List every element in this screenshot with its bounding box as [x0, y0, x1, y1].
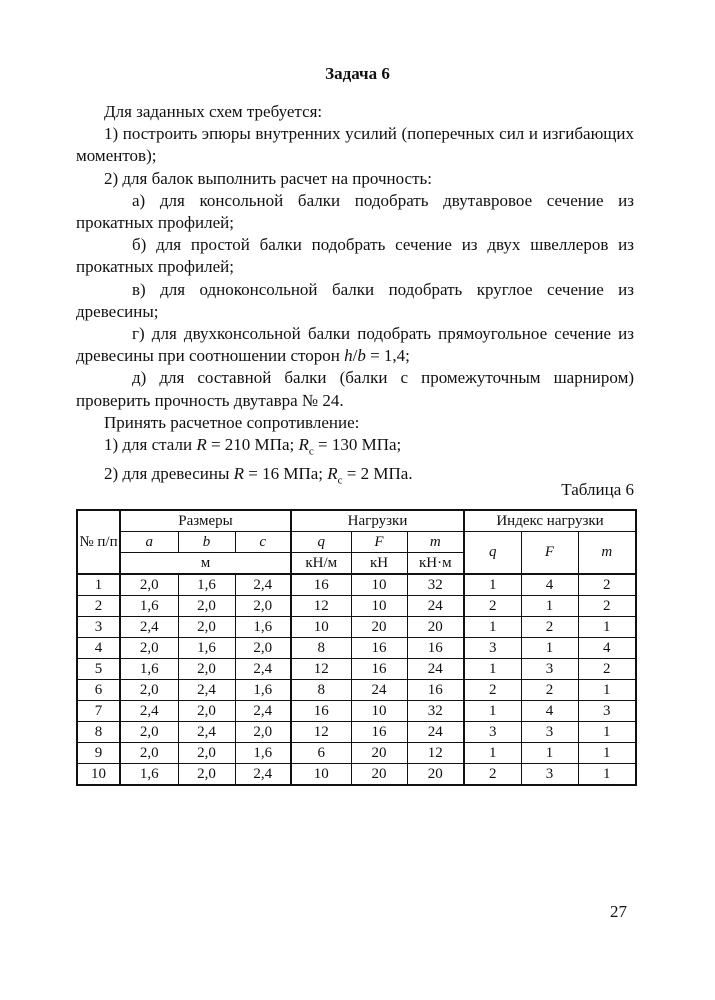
table-cell: 8	[77, 722, 120, 743]
table-cell: 10	[77, 764, 120, 786]
header-group-loads: Нагрузки	[291, 510, 464, 532]
table-cell: 2,0	[235, 638, 291, 659]
table-cell: 10	[291, 764, 351, 786]
table-cell: 3	[77, 617, 120, 638]
table-cell: 20	[351, 617, 407, 638]
header-col-q: q	[291, 532, 351, 553]
table-cell: 1	[464, 617, 521, 638]
table-cell: 20	[351, 764, 407, 786]
table-cell: 10	[291, 617, 351, 638]
table-row	[77, 617, 636, 638]
table-cell: 2	[464, 596, 521, 617]
table-cell: 1,6	[235, 743, 291, 764]
table-cell: 20	[351, 743, 407, 764]
table-cell: 16	[351, 659, 407, 680]
table-cell: 1	[77, 574, 120, 596]
task-text	[76, 101, 634, 491]
table-cell: 2,4	[235, 764, 291, 786]
table-cell: 2,4	[235, 701, 291, 722]
table-cell: 8	[291, 680, 351, 701]
table-row	[77, 659, 636, 680]
table-cell: 7	[77, 701, 120, 722]
table-cell: 2	[578, 574, 636, 596]
header-col-a: a	[120, 532, 178, 553]
table-cell: 10	[351, 574, 407, 596]
table-cell: 1	[464, 743, 521, 764]
paragraph: б) для простой балки подобрать сечение из двух швеллеров из прокатных профилей;	[76, 235, 634, 277]
table-row	[77, 701, 636, 722]
header-col-F: F	[351, 532, 407, 553]
table-cell: 2,4	[120, 617, 178, 638]
table-cell: 1	[578, 722, 636, 743]
header-unit-q: кН/м	[291, 553, 351, 575]
table-cell: 20	[407, 764, 464, 786]
table-cell: 32	[407, 701, 464, 722]
paragraph: Для заданных схем требуется:	[104, 102, 323, 121]
table-cell: 10	[351, 596, 407, 617]
table-cell: 16	[291, 574, 351, 596]
paragraph: 2) для древесины R = 16 МПа; $R_c = 2$ МПа.	[104, 463, 413, 487]
table-cell: 1	[578, 743, 636, 764]
table-cell: 2	[77, 596, 120, 617]
table-cell: 9	[77, 743, 120, 764]
table-cell: 1	[578, 680, 636, 701]
table-cell: 24	[407, 722, 464, 743]
table-cell: 3	[578, 701, 636, 722]
header-col-m: m	[407, 532, 464, 553]
table-cell: 6	[291, 743, 351, 764]
table-cell: 2	[464, 764, 521, 786]
table-cell: 2,0	[120, 743, 178, 764]
table-cell: 1,6	[178, 638, 235, 659]
table-cell: 3	[521, 722, 578, 743]
table-cell: 8	[291, 638, 351, 659]
header-index-m: m	[578, 532, 636, 575]
paragraph: а) для консольной балки подобрать двутавровое сечение из прокатных профилей;	[76, 190, 634, 233]
table-cell: 1,6	[235, 617, 291, 638]
paragraph: д) для составной балки (балки с промежуточным шарниром) проверить прочность двутавра № 24.	[76, 368, 634, 410]
table-cell: 2,0	[178, 701, 235, 722]
table-cell: 12	[291, 722, 351, 743]
paragraph: 2) для балок выполнить расчет на прочность:	[104, 168, 432, 188]
table-row	[77, 596, 636, 617]
table-cell: 4	[77, 638, 120, 659]
table-cell: 1	[464, 659, 521, 680]
header-unit-m: кН·м	[407, 553, 464, 575]
table-row	[77, 638, 636, 659]
table-cell: 2,4	[178, 680, 235, 701]
table-cell: 1	[521, 743, 578, 764]
table-cell: 4	[521, 574, 578, 596]
table-cell: 2,4	[235, 659, 291, 680]
table-row	[77, 722, 636, 743]
table-row	[77, 743, 636, 764]
table-cell: 12	[407, 743, 464, 764]
table-cell: 2,0	[178, 764, 235, 786]
table-cell: 2,4	[120, 701, 178, 722]
table-cell: 24	[407, 659, 464, 680]
table-cell: 2,0	[120, 680, 178, 701]
page-title: Задача 6	[325, 64, 390, 83]
table-cell: 1,6	[120, 659, 178, 680]
table-cell: 3	[464, 638, 521, 659]
table-row	[77, 680, 636, 701]
header-unit-sizes: м	[120, 553, 291, 575]
table-body	[77, 574, 636, 785]
table-cell: 3	[521, 659, 578, 680]
table-cell: 32	[407, 574, 464, 596]
table-cell: 16	[351, 638, 407, 659]
table-cell: 2	[521, 680, 578, 701]
header-unit-F: кН	[351, 553, 407, 575]
table-cell: 1	[464, 701, 521, 722]
header-index-q: q	[464, 532, 521, 575]
table-cell: 16	[407, 680, 464, 701]
table-cell: 16	[291, 701, 351, 722]
table-cell: 1,6	[178, 574, 235, 596]
header-col-b: b	[178, 532, 235, 553]
table-cell: 2,0	[235, 722, 291, 743]
table-cell: 20	[407, 617, 464, 638]
table-cell: 2,0	[178, 617, 235, 638]
table-cell: 2	[578, 659, 636, 680]
table-cell: 2	[521, 617, 578, 638]
table-cell: 1,6	[235, 680, 291, 701]
paragraph: Принять расчетное сопротивление:	[104, 412, 360, 432]
table-row	[77, 764, 636, 786]
table-cell: 16	[351, 722, 407, 743]
table-cell: 10	[351, 701, 407, 722]
table-cell: 2,0	[120, 574, 178, 596]
table-cell: 1,6	[120, 764, 178, 786]
table-cell: 1,6	[120, 596, 178, 617]
table-row	[77, 574, 636, 596]
table-cell: 2	[578, 596, 636, 617]
table-caption: Таблица 6	[561, 480, 634, 499]
table-cell: 1	[521, 596, 578, 617]
table-cell: 12	[291, 596, 351, 617]
table-cell: 2,0	[178, 743, 235, 764]
table-cell: 2,0	[235, 596, 291, 617]
paragraph: г) для двухконсольной балки подобрать прямоугольное сечение из древесины при соотношении сторон h/b = 1,4;	[76, 324, 634, 366]
table-cell: 1	[521, 638, 578, 659]
data-table	[76, 509, 637, 786]
header-col-c: c	[235, 532, 291, 553]
table-cell: 4	[521, 701, 578, 722]
header-index-F: F	[521, 532, 578, 575]
table-cell: 1	[464, 574, 521, 596]
table-cell: 2,4	[235, 574, 291, 596]
table-cell: 2,0	[120, 722, 178, 743]
table-cell: 24	[351, 680, 407, 701]
table-cell: 2,0	[178, 596, 235, 617]
table-cell: 3	[521, 764, 578, 786]
table-cell: 2,0	[178, 659, 235, 680]
page-number: 27	[610, 902, 627, 921]
header-number: № п/п	[77, 510, 120, 574]
table-cell: 1	[578, 764, 636, 786]
header-group-sizes: Размеры	[120, 510, 291, 532]
table-cell: 12	[291, 659, 351, 680]
table-cell: 16	[407, 638, 464, 659]
table-cell: 5	[77, 659, 120, 680]
table-cell: 2	[464, 680, 521, 701]
table-cell: 6	[77, 680, 120, 701]
table-cell: 24	[407, 596, 464, 617]
table-cell: 2,0	[120, 638, 178, 659]
header-group-index: Индекс нагрузки	[464, 510, 636, 532]
paragraph: 1) построить эпюры внутренних усилий (поперечных сил и изгибающих моментов);	[76, 124, 634, 166]
table-cell: 4	[578, 638, 636, 659]
paragraph: в) для одноконсольной балки подобрать круглое сечение из древесины;	[76, 279, 634, 321]
table-cell: 2,4	[178, 722, 235, 743]
table-cell: 3	[464, 722, 521, 743]
table-cell: 1	[578, 617, 636, 638]
paragraph: 1) для стали R = 210 МПа; $R_c = 130$ МПа;	[104, 435, 402, 458]
